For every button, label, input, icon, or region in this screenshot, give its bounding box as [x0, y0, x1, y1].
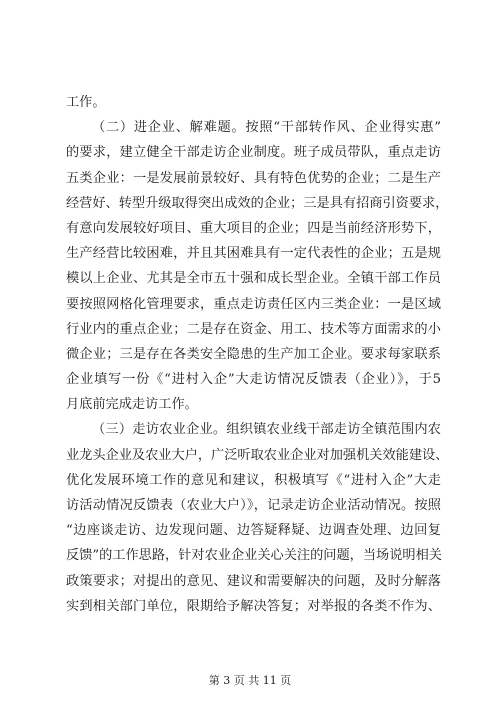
paragraph-line: 生产经营比较困难，并且其困难具有一定代表性的企业；五是规	[66, 246, 441, 262]
paragraph-line: 的要求，建立健全干部走访企业制度。班子成员带队，重点走访	[66, 145, 441, 161]
paragraph-line: （二）进企业、解难题。按照“干部转作风、企业得实惠”	[92, 120, 441, 136]
paragraph-line: 行业内的重点企业；二是存在资金、用工、技术等方面需求的小	[66, 321, 441, 337]
paragraph-line: 优化发展环境工作的意见和建议，积极填写《“进村入企”大走	[66, 472, 441, 488]
paragraph-line: 访活动情况反馈表（农业大户）》，记录走访企业活动情况。按照	[66, 498, 441, 513]
paragraph-line: 五类企业：一是发展前景较好、具有特色优势的企业；二是生产	[66, 170, 441, 186]
paragraph-line: 政策要求；对提出的意见、建议和需要解决的问题，及时分解落	[66, 573, 441, 589]
paragraph-line: （三）走访农业企业。组织镇农业线干部走访全镇范围内农	[92, 422, 441, 438]
paragraph-line: 反馈”的工作思路，针对农业企业关心关注的问题，当场说明相关	[66, 548, 442, 564]
paragraph-line: 工作。	[66, 95, 106, 110]
paragraph-line: 要按照网格化管理要求，重点走访责任区内三类企业：一是区域	[66, 296, 441, 312]
paragraph-line: 微企业；三是存在各类安全隐患的生产加工企业。要求每家联系	[66, 346, 441, 362]
page-number-footer: 第 3 页 共 11 页	[208, 674, 292, 687]
paragraph-line: “边座谈走访、边发现问题、边答疑释疑、边调查处理、边回复	[66, 523, 441, 539]
paragraph-line: 业龙头企业及农业大户，广泛听取农业企业对加强机关效能建设、	[66, 447, 449, 463]
paragraph-line: 经营好、转型升级取得突出成效的企业；三是具有招商引资要求，	[66, 195, 449, 211]
paragraph-line: 月底前完成走访工作。	[66, 397, 198, 413]
document-body	[66, 90, 449, 619]
paragraph-line: 有意向发展较好项目、重大项目的企业；四是当前经济形势下，	[66, 220, 441, 236]
paragraph-line: 实到相关部门单位，限期给予解决答复；对举报的各类不作为、	[66, 598, 441, 614]
paragraph-line: 企业填写一份《“进村入企”大走访情况反馈表（企业）》，于5	[66, 372, 441, 388]
paragraph-line: 模以上企业、尤其是全市五十强和成长型企业。全镇干部工作员	[66, 271, 441, 287]
